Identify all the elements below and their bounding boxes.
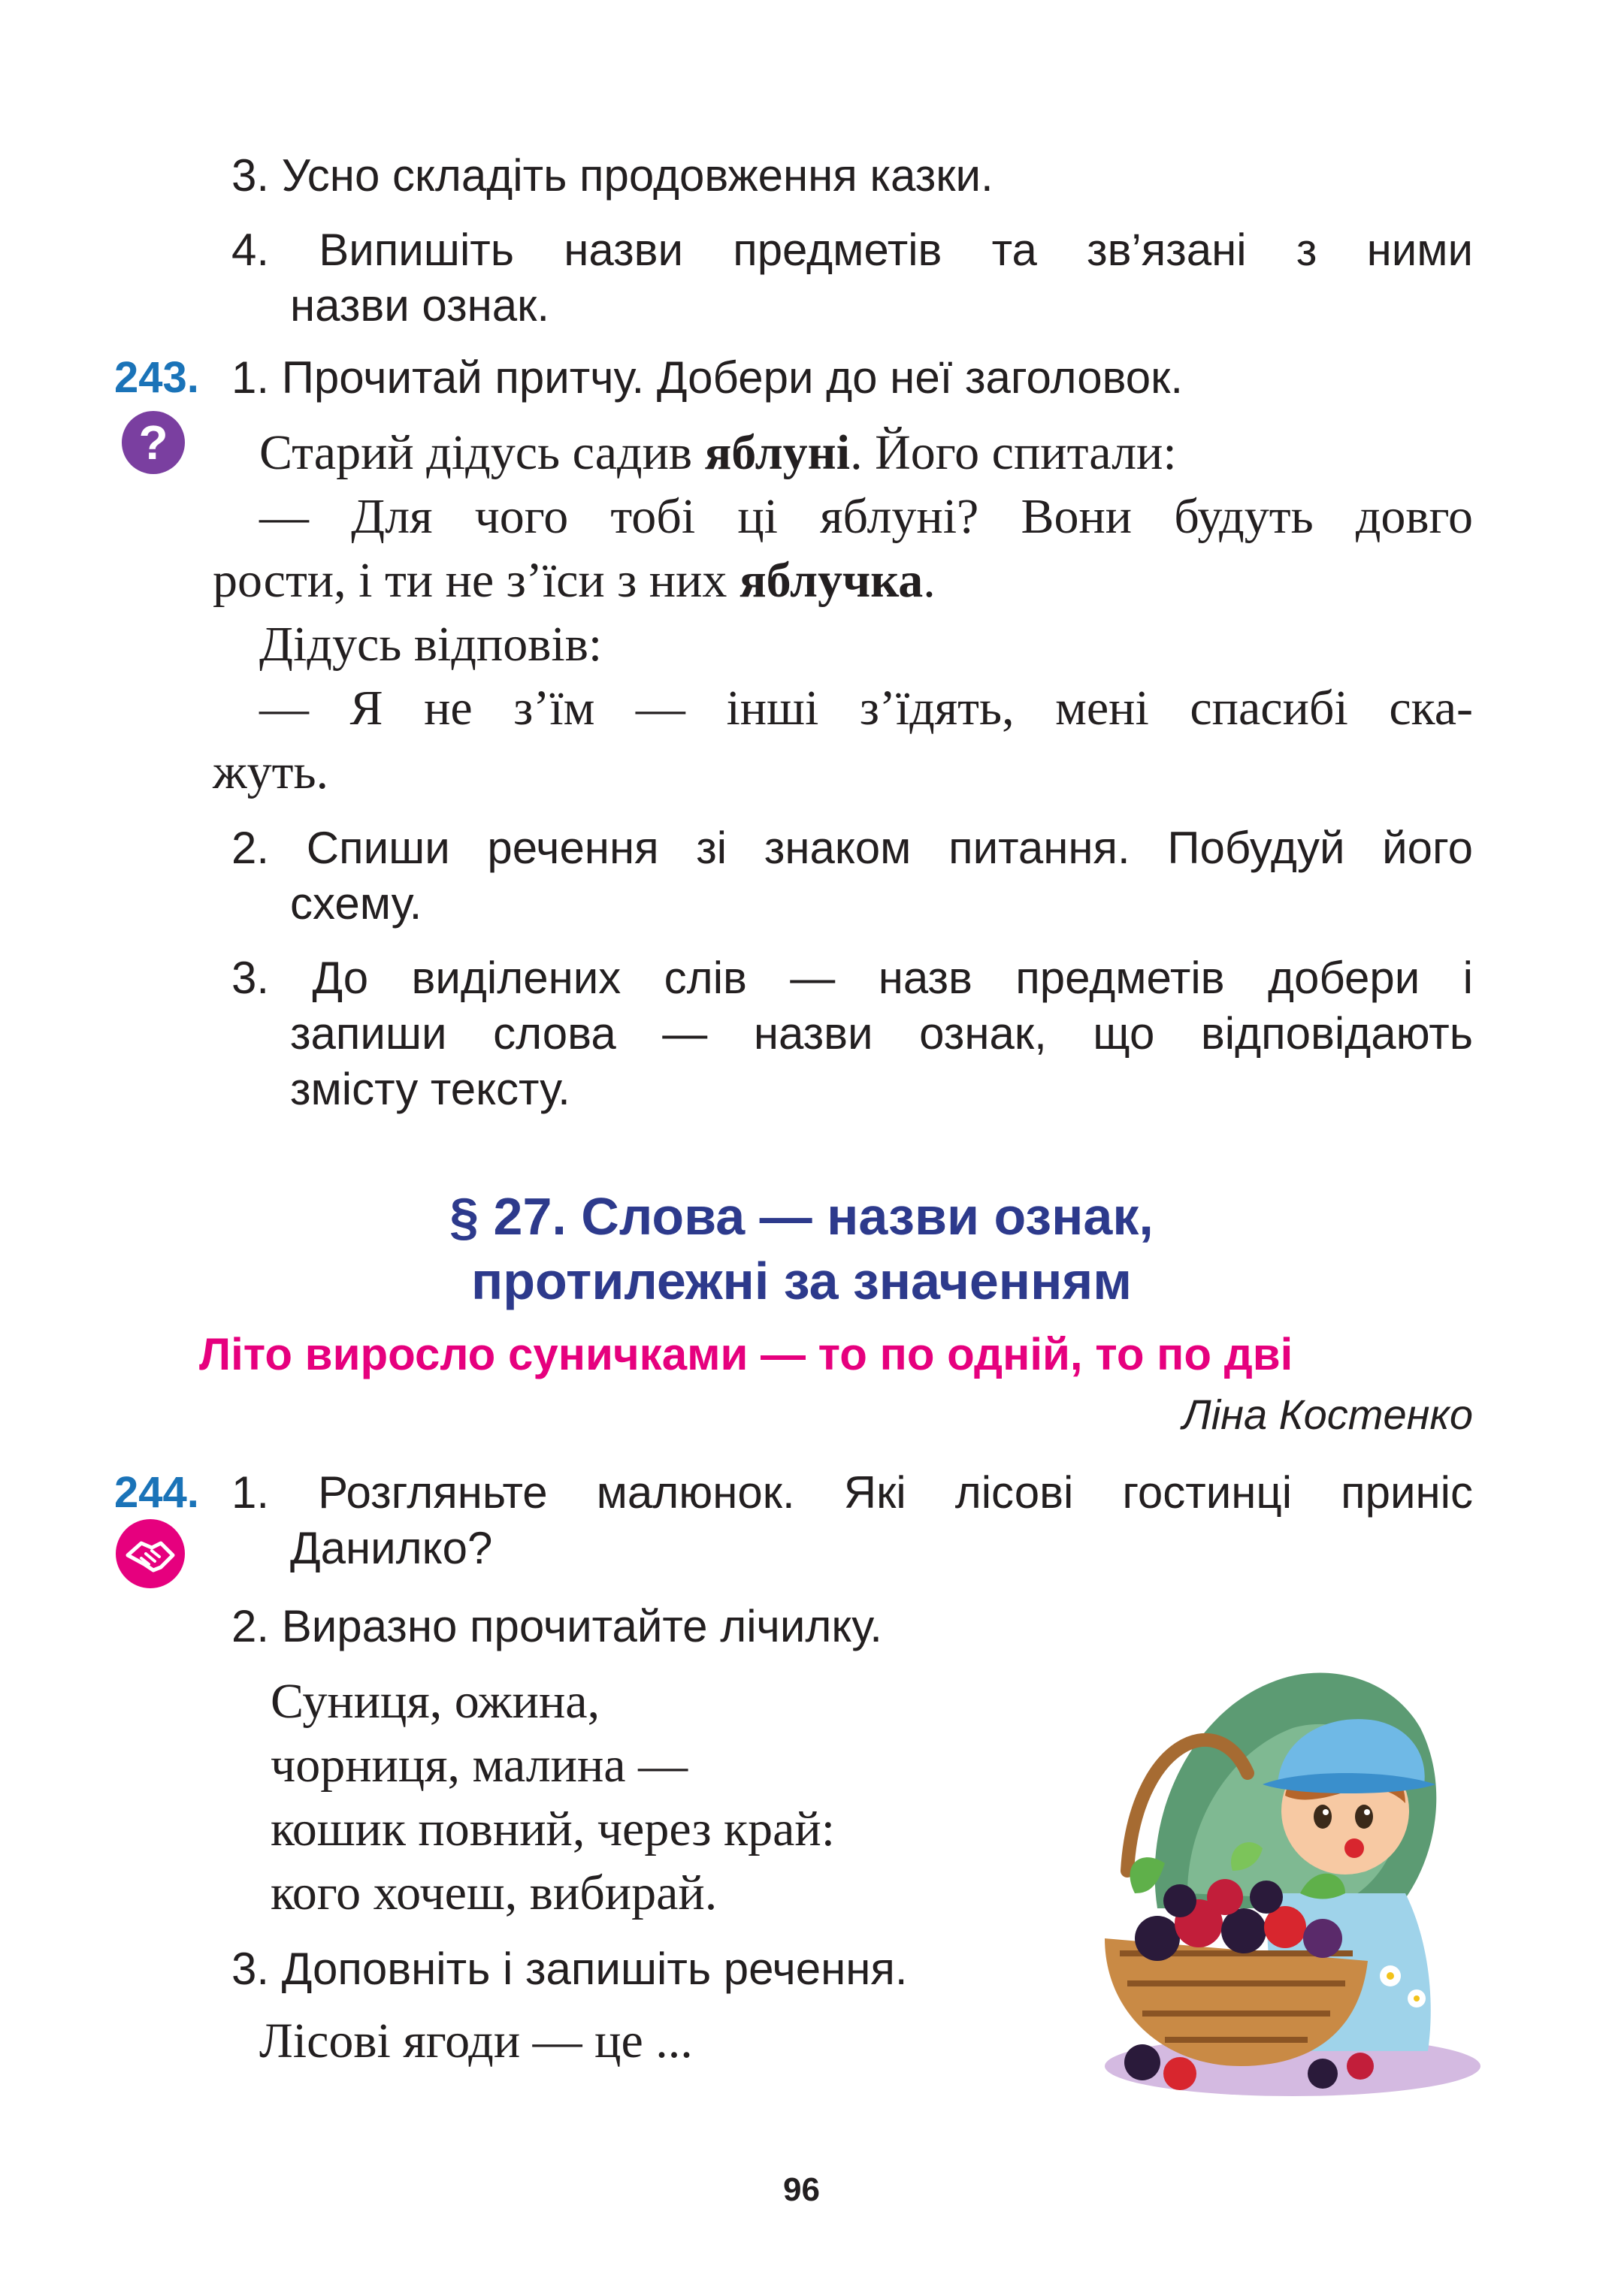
section-title-line2: протилежні за значенням — [471, 1252, 1132, 1310]
question-icon — [120, 409, 186, 476]
page-number: 96 — [783, 2171, 820, 2208]
ex244-task2: 2. Виразно прочитайте лічилку. — [231, 1601, 882, 1651]
poem-line-4: кого хочеш, вибирай. — [271, 1866, 718, 1920]
handshake-icon — [114, 1518, 186, 1590]
poem-line-3: кошик повний, через край: — [271, 1802, 836, 1856]
ex243-task1: 1. Прочитай притчу. Добери до неї заголовок. — [231, 352, 1184, 403]
boy-with-berry-basket-illustration — [1075, 1623, 1481, 2104]
ex244-task1-line1: 1. Розгляньте малюнок. Які лісові гостинці приніс — [231, 1467, 1473, 1518]
task-item-4-line2: назви ознак. — [290, 280, 550, 331]
ex243-task3-line1: 3. До виділених слів — назв предметів добери і — [231, 953, 1473, 1003]
svg-text:?: ? — [138, 415, 168, 470]
parable-line-4: Дідусь відповів: — [259, 617, 603, 672]
exercise-number-243: 243. — [114, 353, 199, 402]
highlighted-word-apple: яблучка — [739, 553, 924, 608]
ex243-task2-line2: схему. — [290, 878, 422, 929]
ex244-task3: 3. Доповніть і запишіть речення. — [231, 1944, 908, 1994]
parable-line-1: Старий дідусь садив яблуні. Його спитали: — [259, 425, 1177, 480]
exercise-number-244: 244. — [114, 1468, 199, 1517]
poem-line-2: чорниця, малина — — [271, 1738, 688, 1793]
epigraph-author: Ліна Костенко — [1182, 1391, 1473, 1438]
sentence-to-complete: Лісові ягоди — це ... — [259, 2014, 693, 2068]
parable-line-2: — Для чого тобі ці яблуні? Вони будуть довго — [259, 489, 1473, 544]
section-title-line1: § 27. Слова — назви ознак, — [449, 1187, 1154, 1246]
poem-line-1: Суниця, ожина, — [271, 1674, 600, 1729]
task-item-4-line1: 4. Випишіть назви предметів та зв’язані з ними — [231, 225, 1473, 275]
epigraph: Літо виросло суничками — то по одній, то по дві — [199, 1329, 1293, 1379]
parable-line-5: — Я не з’їм — інші з’їдять, мені спасибі ска- — [259, 681, 1473, 736]
task-item-3: 3. Усно складіть продовження казки. — [231, 150, 994, 201]
parable-line-3: рости, і ти не з’їси з них яблучка. — [213, 553, 936, 608]
ex243-task3-line3: змісту тексту. — [290, 1064, 570, 1114]
ex244-task1-line2: Данилко? — [290, 1523, 493, 1573]
parable-line-6: жуть. — [213, 745, 329, 799]
ex243-task3-line2: запиши слова — назви ознак, що відповідають — [290, 1008, 1473, 1059]
highlighted-word-apple-trees: яблуні — [704, 425, 851, 480]
ex243-task2-line1: 2. Спиши речення зі знаком питання. Побудуй його — [231, 823, 1473, 873]
